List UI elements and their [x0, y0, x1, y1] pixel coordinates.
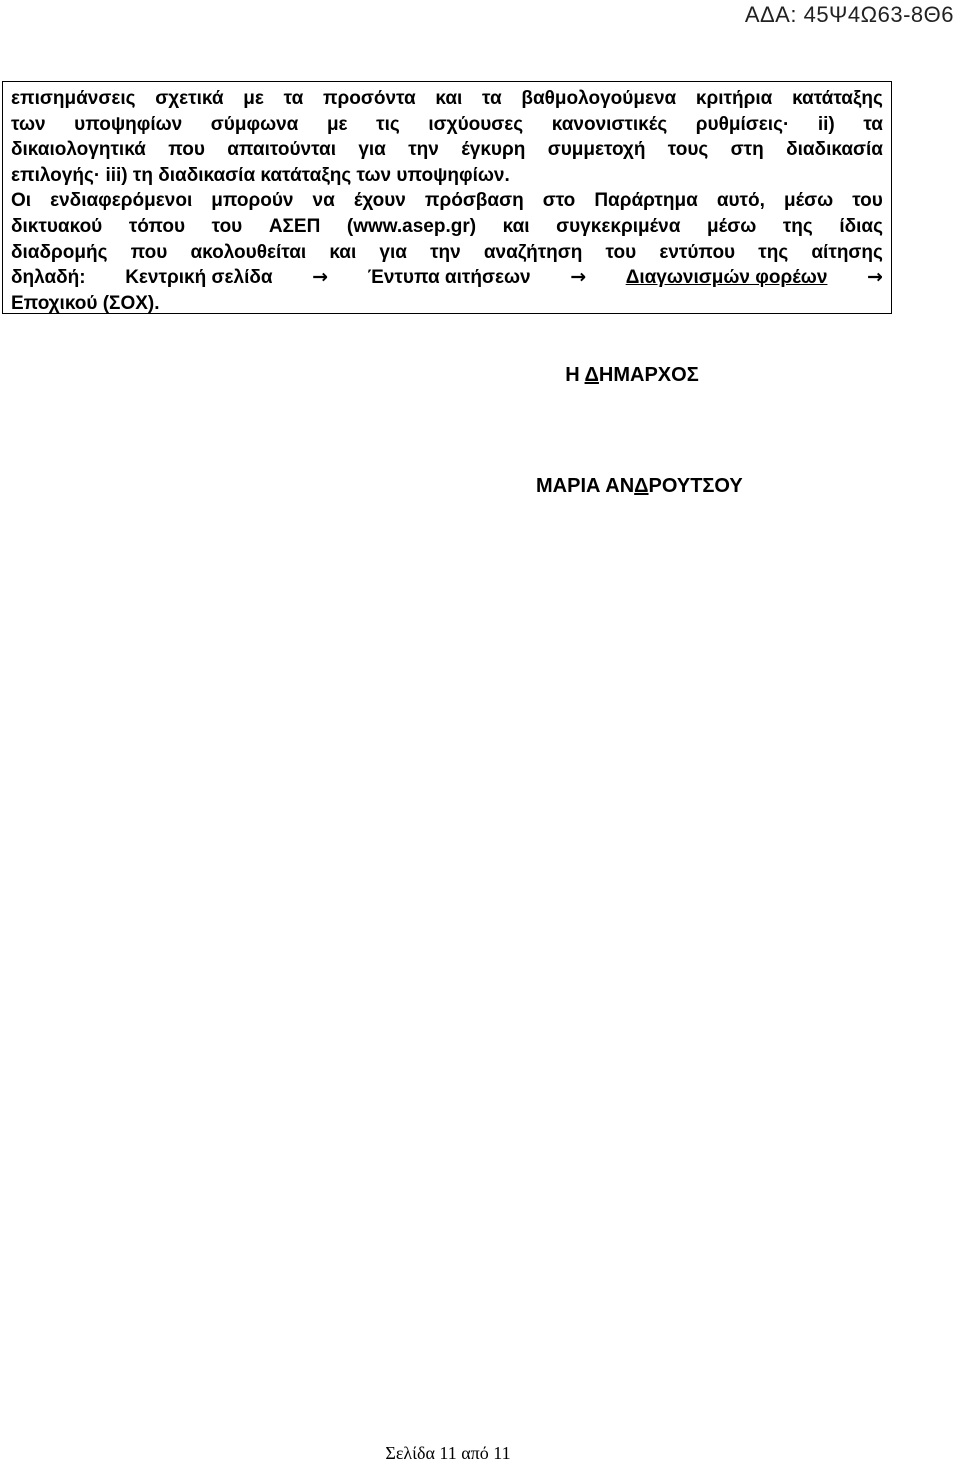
word: σχετικά: [155, 88, 224, 109]
word: τα: [863, 113, 883, 135]
signature-name: [536, 475, 766, 498]
word: τα: [482, 88, 502, 109]
notice-line-5: [11, 188, 883, 214]
word: για: [379, 241, 407, 263]
word: Οι: [11, 190, 32, 212]
word: τόπου: [128, 215, 186, 237]
word: ρυθμίσεις·: [695, 113, 790, 135]
word: των: [11, 113, 46, 135]
arrow-right-icon: →: [570, 266, 587, 289]
path-step-home: Κεντρική σελίδα: [125, 267, 273, 289]
arrow-right-icon: →: [312, 266, 329, 289]
word: και: [435, 88, 463, 109]
word: να: [312, 190, 335, 212]
word: του: [605, 241, 637, 263]
word: έγκυρη: [461, 139, 526, 161]
word: στο: [542, 190, 576, 212]
word: συγκεκριμένα: [556, 215, 681, 237]
notice-line-7: [11, 240, 883, 266]
word: ενδιαφερόμενοι: [50, 190, 193, 212]
word: ii): [817, 113, 835, 135]
word: Παράρτημα: [594, 190, 698, 212]
word: στη: [730, 139, 764, 161]
notice-line-3: [11, 137, 883, 163]
word: της: [782, 215, 813, 237]
arrow-right-icon: →: [867, 266, 883, 289]
word: την: [430, 241, 461, 263]
word: μέσω: [707, 215, 757, 237]
word: έχουν: [353, 190, 406, 212]
word: πρόσβαση: [424, 190, 524, 212]
word: δικαιολογητικά: [11, 139, 146, 161]
page-number: Σελίδα 11 από 11: [385, 1443, 511, 1463]
word: την: [408, 139, 439, 161]
word: κατάταξης: [792, 88, 883, 109]
word: δικτυακού: [11, 215, 103, 237]
word: που: [168, 139, 205, 161]
word: σύμφωνα: [210, 113, 299, 135]
signature-title-text: Η ΔΗΜΑΡΧΟΣ: [565, 364, 699, 386]
word: αναζήτηση: [483, 241, 583, 263]
word: μέσω: [783, 190, 834, 212]
signature-name-text: ΜΑΡΙΑ ΑΝΔΡΟΥΤΣΟΥ: [536, 475, 743, 497]
word: μπορούν: [211, 190, 294, 212]
notice-last-line: Εποχικού (ΣΟΧ).: [11, 292, 160, 314]
word: απαιτούνται: [227, 139, 336, 161]
word: ΑΣΕΠ: [268, 215, 321, 237]
word: τους: [667, 139, 709, 161]
word: ίδιας: [839, 215, 883, 237]
word: αίτησης: [811, 241, 883, 263]
word: επισημάνσεις: [11, 88, 136, 109]
word: με: [326, 113, 348, 135]
word: με: [243, 88, 264, 109]
word: για: [358, 139, 386, 161]
word: διαδικασία: [786, 139, 883, 161]
word: υποψηφίων: [74, 113, 183, 135]
notice-line-2: [11, 112, 883, 138]
notice-line-1: [11, 86, 883, 112]
word: διαδρομής: [11, 241, 108, 263]
word: προσόντα: [322, 88, 416, 109]
word: και: [502, 215, 530, 237]
word: τα: [283, 88, 304, 109]
word: κανονιστικές: [551, 113, 668, 135]
word: του: [211, 215, 243, 237]
path-lead: δηλαδή:: [11, 267, 86, 289]
ada-code: ΑΔΑ: 45Ψ4Ω63-8Θ6: [744, 2, 954, 27]
word: που: [130, 241, 168, 263]
word: του: [852, 190, 883, 212]
word: ισχύουσες: [428, 113, 524, 135]
word: βαθμολογούμενα: [521, 88, 677, 109]
notice-line-6: [11, 214, 883, 240]
word: ακολουθείται: [190, 241, 307, 263]
notice-path-line: [11, 265, 883, 291]
word: της: [758, 241, 789, 263]
word: εντύπου: [659, 241, 736, 263]
word: (www.asep.gr): [346, 215, 477, 237]
word: αυτό,: [716, 190, 765, 212]
path-step-forms: Έντυπα αιτήσεων: [367, 267, 531, 289]
word: τις: [376, 113, 400, 135]
word: και: [329, 241, 357, 263]
word: συμμετοχή: [547, 139, 646, 161]
notice-box: [2, 81, 892, 314]
path-step-competitions: Διαγωνισμών φορέων: [625, 267, 828, 289]
word: κριτήρια: [695, 88, 773, 109]
notice-line-4: επιλογής· iii) τη διαδικασία κατάταξης των υποψηφίων.: [11, 164, 510, 186]
signature-title: [536, 364, 728, 387]
